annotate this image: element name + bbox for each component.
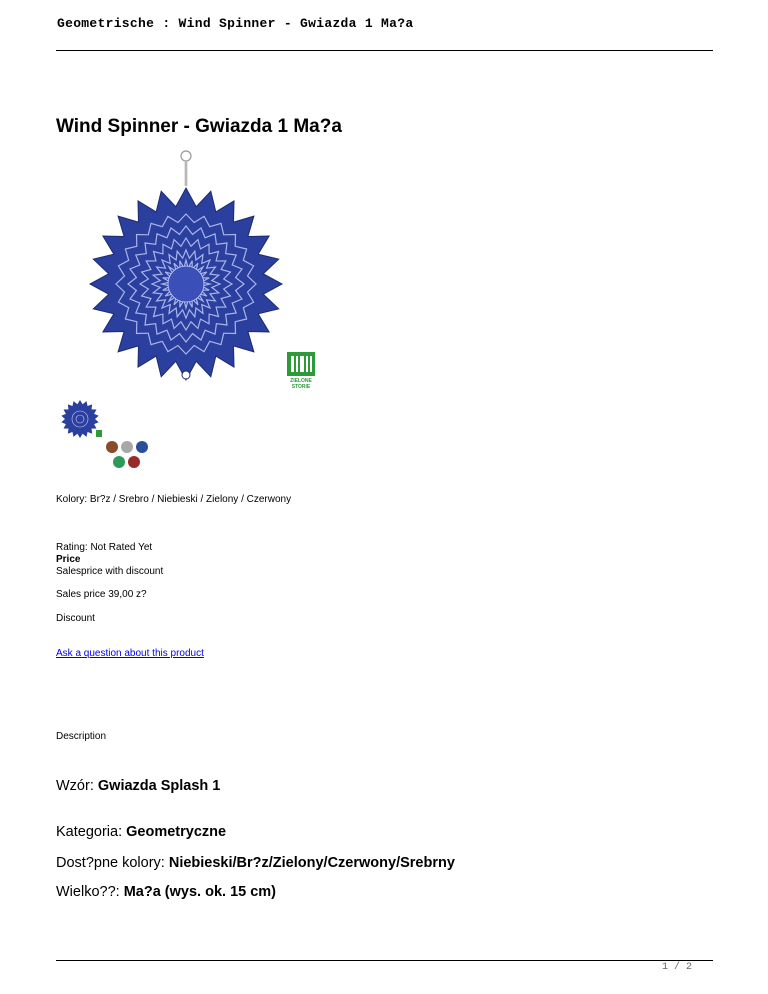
attribute-category-label: Kategoria: (56, 824, 127, 840)
page-number: 1 / 2 (662, 962, 693, 973)
color-swatch[interactable] (106, 441, 118, 453)
attribute-size (56, 884, 276, 900)
product-title: Wind Spinner - Gwiazda 1 Ma?a (56, 116, 342, 137)
svg-text:STORIE: STORIE (291, 384, 311, 390)
ask-question-link[interactable]: Ask a question about this product (56, 648, 204, 659)
attribute-pattern (56, 778, 220, 794)
color-swatch[interactable] (136, 441, 148, 453)
attribute-size-value: Ma?a (wys. ok. 15 cm) (123, 884, 277, 900)
salesprice-discount-label: Salesprice with discount (56, 566, 164, 577)
attribute-pattern-label: Wzór: (56, 778, 98, 794)
color-swatch[interactable] (113, 456, 125, 468)
price-heading: Price (56, 554, 81, 565)
product-thumbnail[interactable] (60, 397, 104, 441)
hanging-hook-icon (181, 151, 191, 186)
attribute-colors-value: Niebieski/Br?z/Zielony/Czerwony/Srebrny (168, 855, 455, 871)
color-swatch[interactable] (121, 441, 133, 453)
discount-label: Discount (56, 613, 95, 624)
description-heading: Description (56, 731, 107, 742)
brand-logo (283, 350, 319, 390)
sales-price: Sales price 39,00 z? (56, 589, 147, 600)
rating-text: Rating: Not Rated Yet (56, 542, 153, 553)
attribute-category-value: Geometryczne (126, 824, 227, 840)
attribute-colors (56, 855, 455, 871)
color-swatch[interactable] (128, 456, 140, 468)
attribute-colors-label: Dost?pne kolory: (56, 855, 169, 871)
attribute-size-label: Wielko??: (56, 884, 124, 900)
header-divider (56, 50, 713, 51)
page-header-title: Geometrische : Wind Spinner - Gwiazda 1 Ma?a (57, 16, 414, 31)
attribute-category (56, 824, 226, 840)
svg-text:ZIELONE: ZIELONE (290, 378, 312, 384)
available-colors-text: Kolory: Br?z / Srebro / Niebieski / Zielony / Czerwony (56, 494, 292, 505)
footer-divider (56, 960, 713, 961)
color-swatches[interactable] (104, 440, 154, 470)
attribute-pattern-value: Gwiazda Splash 1 (97, 778, 221, 794)
